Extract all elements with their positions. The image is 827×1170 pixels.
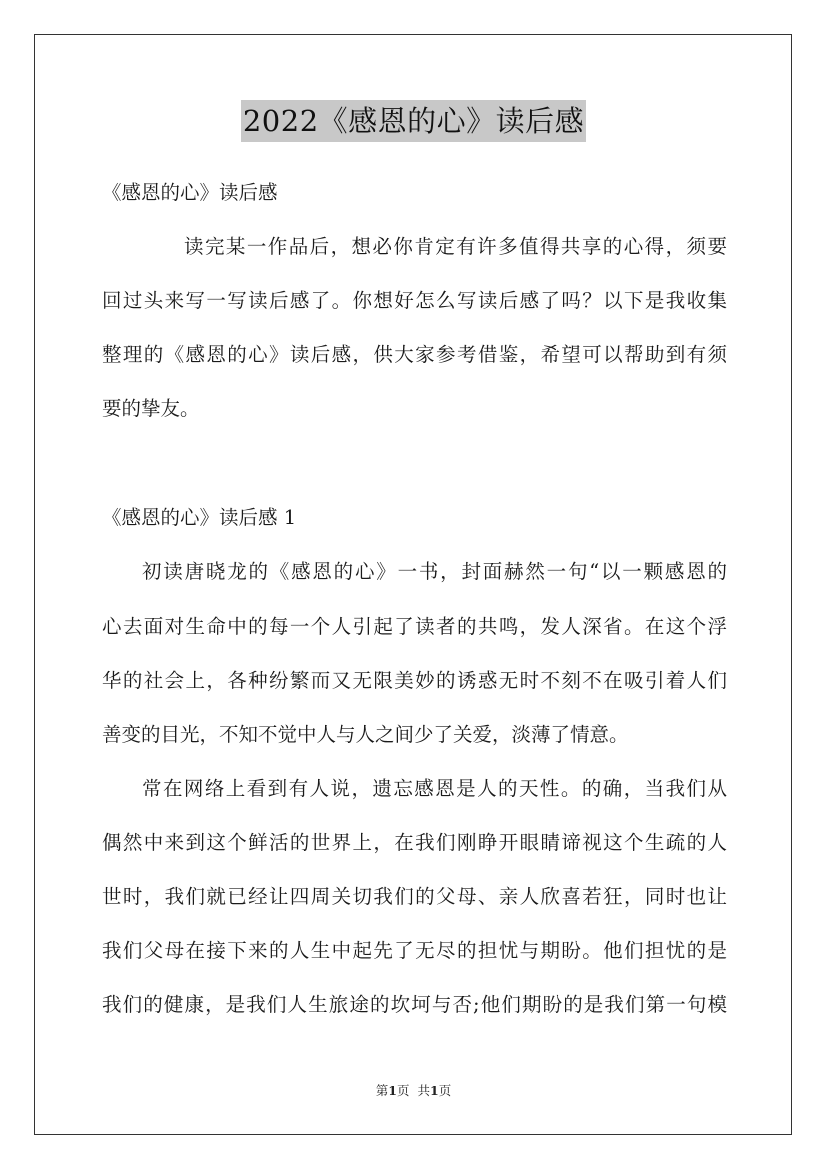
intro-line-2: 回过头来写一写读后感了。你想好怎么写读后感了吗？以下是我收集 (102, 289, 727, 312)
footer-page-prefix: 第 (375, 1083, 389, 1098)
para2-line-2: 偶然中来到这个鲜活的世界上，在我们刚睁开眼睛谛视这个生疏的人 (102, 831, 727, 854)
footer-total-suffix: 页 (438, 1083, 452, 1098)
title-wrap (0, 100, 827, 142)
para2-line-4: 我们父母在接下来的人生中起先了无尽的担忧与期盼。他们担忧的是 (102, 939, 727, 962)
page-footer (0, 1081, 827, 1099)
para2-line-1: 常在网络上看到有人说，遗忘感恩是人的天性。的确，当我们从 (142, 777, 727, 800)
footer-total-pages: 1 (429, 1083, 439, 1098)
footer-page-suffix: 页 (397, 1083, 410, 1098)
para1-line-3: 华的社会上，各种纷繁而又无限美妙的诱惑无时不刻不在吸引着人们 (102, 669, 727, 692)
para1-line-2: 心去面对生命中的每一个人引起了读者的共鸣，发人深省。在这个浮 (102, 615, 727, 638)
section1-heading: 《感恩的心》读后感 1 (102, 506, 297, 529)
footer-page-number: 1 (388, 1083, 397, 1098)
subtitle: 《感恩的心》读后感 (102, 181, 278, 204)
intro-line-4: 要的挚友。 (102, 397, 200, 420)
footer-total-prefix: 共 (417, 1083, 430, 1098)
para1-line-1: 初读唐晓龙的《感恩的心》一书，封面赫然一句“以一颗感恩的 (142, 560, 727, 583)
intro-line-1: 读完某一作品后，想必你肯定有许多值得共享的心得，须要 (184, 235, 727, 258)
document-title: 2022《感恩的心》读后感 (241, 100, 586, 142)
para2-line-3: 世时，我们就已经让四周关切我们的父母、亲人欣喜若狂，同时也让 (102, 885, 727, 908)
para1-line-4: 善变的目光，不知不觉中人与人之间少了关爱，淡薄了情意。 (102, 723, 629, 746)
intro-line-3: 整理的《感恩的心》读后感，供大家参考借鉴，希望可以帮助到有须 (102, 343, 727, 366)
para2-line-5: 我们的健康，是我们人生旅途的坎坷与否;他们期盼的是我们第一句模 (102, 993, 727, 1016)
